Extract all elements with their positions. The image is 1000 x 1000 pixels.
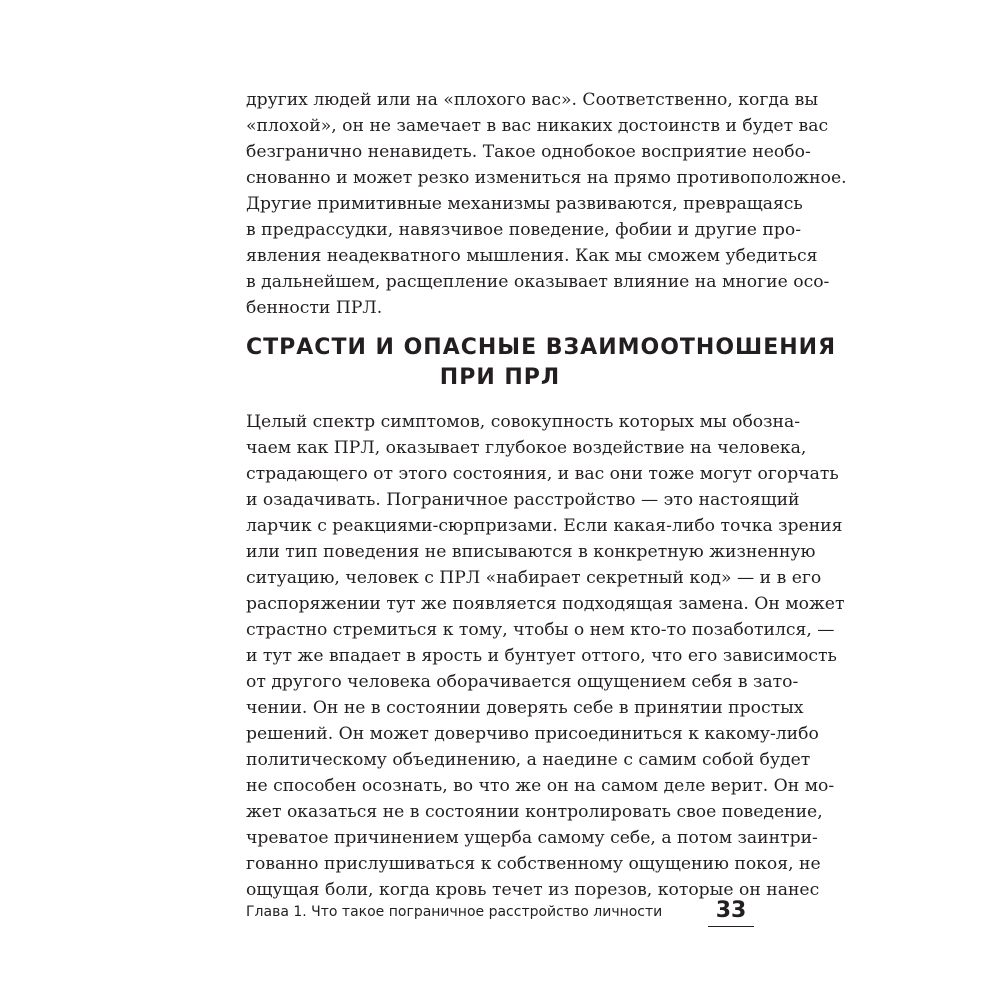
text-line: и тут же впадает в ярость и бунтует оттого, что его зависимость bbox=[246, 646, 837, 666]
running-title: Глава 1. Что такое пограничное расстройство личности bbox=[246, 904, 663, 920]
text-line: и озадачивать. Пограничное расстройство — это настоящий bbox=[246, 490, 800, 510]
page-number-rule bbox=[708, 926, 754, 927]
text-line: решений. Он может доверчиво присоединиться к какому-либо bbox=[246, 724, 819, 744]
text-line: гованно прислушиваться к собственному ощущению покоя, не bbox=[246, 854, 821, 874]
text-line: ощущая боли, когда кровь течет из порезов, которые он нанес bbox=[246, 880, 820, 900]
text-line: других людей или на «плохого вас». Соответственно, когда вы bbox=[246, 90, 819, 110]
text-line: не способен осознать, во что же он на самом деле верит. Он мо- bbox=[246, 776, 835, 796]
text-line: бенности ПРЛ. bbox=[246, 298, 383, 318]
text-line: безгранично ненавидеть. Такое однобокое восприятие необо- bbox=[246, 142, 811, 162]
text-line: чреватое причинением ущерба самому себе, а потом заинтри- bbox=[246, 828, 818, 848]
heading-line: СТРАСТИ И ОПАСНЫЕ ВЗАИМООТНОШЕНИЯ bbox=[246, 335, 837, 360]
text-line: страстно стремиться к тому, чтобы о нем кто-то позаботился, — bbox=[246, 620, 835, 640]
text-line: страдающего от этого состояния, и вас они тоже могут огорчать bbox=[246, 464, 839, 484]
text-line: в предрассудки, навязчивое поведение, фобии и другие про- bbox=[246, 220, 802, 240]
text-line: ситуацию, человек с ПРЛ «набирает секретный код» — и в его bbox=[246, 568, 822, 588]
text-line: ларчик с реакциями-сюрпризами. Если какая-либо точка зрения bbox=[246, 516, 843, 536]
text-line: чаем как ПРЛ, оказывает глубокое воздействие на человека, bbox=[246, 438, 807, 458]
heading-line: ПРИ ПРЛ bbox=[439, 365, 561, 390]
text-line: Другие примитивные механизмы развиваются, превращаясь bbox=[246, 194, 803, 214]
text-line: в дальнейшем, расщепление оказывает влияние на многие осо- bbox=[246, 272, 830, 292]
text-line: «плохой», он не замечает в вас никаких достоинств и будет вас bbox=[246, 116, 829, 136]
text-line: снованно и может резко измениться на прямо противоположное. bbox=[246, 168, 847, 188]
text-line: распоряжении тут же появляется подходящая замена. Он может bbox=[246, 594, 845, 614]
text-line: жет оказаться не в состоянии контролировать свое поведение, bbox=[246, 802, 823, 822]
page-number: 33 bbox=[715, 898, 747, 923]
text-line: явления неадекватного мышления. Как мы сможем убедиться bbox=[246, 246, 818, 266]
text-line: или тип поведения не вписываются в конкретную жизненную bbox=[246, 542, 816, 562]
text-line: политическому объединению, а наедине с самим собой будет bbox=[246, 750, 811, 770]
text-line: Целый спектр симптомов, совокупность которых мы обозна- bbox=[246, 412, 801, 432]
text-line: от другого человека оборачивается ощущением себя в зато- bbox=[246, 672, 799, 692]
text-line: чении. Он не в состоянии доверять себе в принятии простых bbox=[246, 698, 804, 718]
